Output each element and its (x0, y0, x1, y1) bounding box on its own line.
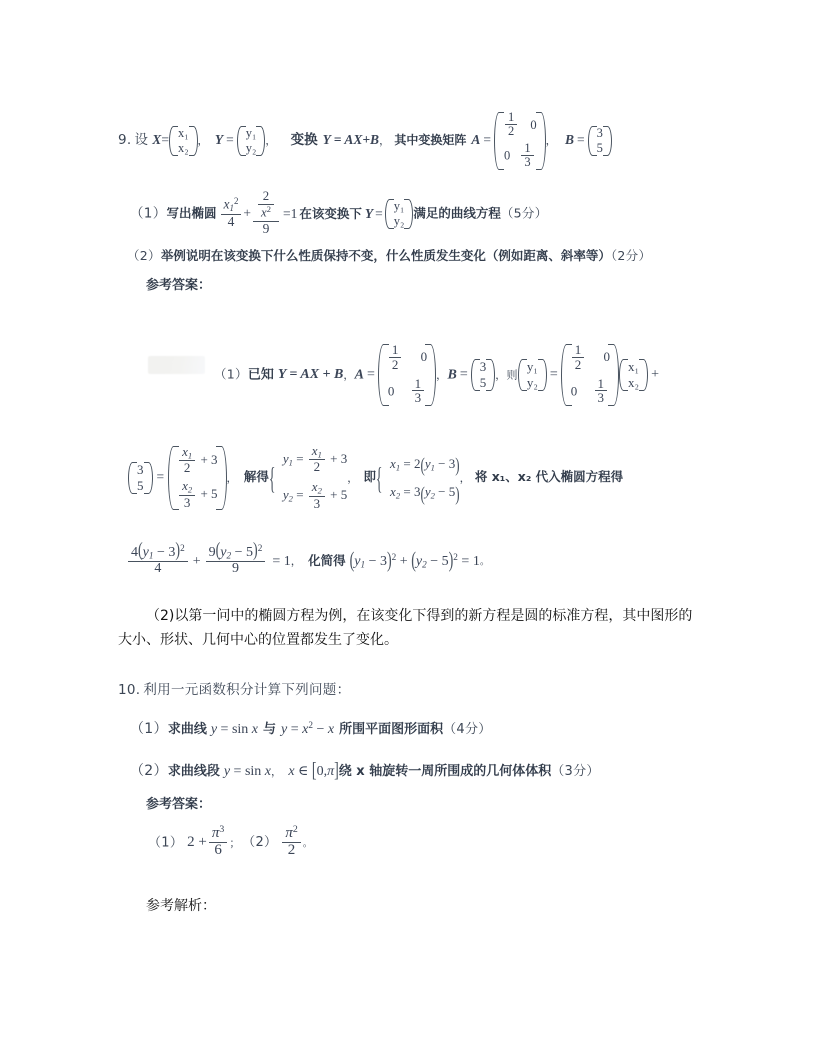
q9-sol2-substitute-text: 将 x₁、x₂ 代入椭圆方程得 (474, 469, 624, 485)
q9-sol2-comma-1: ， (226, 471, 238, 485)
q9-answer-heading: 参考答案： (146, 278, 212, 293)
q10-part1-equation-2: $y = x^2 - x$ (281, 720, 335, 737)
q9-sol1-tm-entry-21: 0 (570, 382, 578, 398)
q9-sol1-B-row-2: 5 (479, 375, 487, 391)
q9-sol3-frac-2-den: 9 (206, 561, 266, 577)
q9-sol1-sep-3: ，则 (495, 368, 518, 382)
q9-sol1-x-vector (619, 359, 648, 391)
q10-part1-text-after: 所围平面图形面积 (339, 722, 444, 737)
q9-sol1-x-row-1: x₁ (628, 359, 640, 375)
q9-transform-label: 变换 (290, 132, 318, 149)
q10-number: 10. (118, 682, 141, 698)
q9-part1-Y-row-2: y₂ (393, 214, 405, 229)
q10-part1-text-before: 求曲线 (167, 722, 207, 737)
q9-sol1-known: 已知 (247, 367, 274, 383)
q9-sol2-B-row-1: 3 (137, 462, 144, 478)
q9-sol1-tm-entry-11 (572, 343, 585, 372)
q10-part2-domain: x ∈ [0,π] (288, 759, 339, 783)
q9-A-entry-22 (521, 142, 533, 170)
q9-sol2-case-1-frac-2 (309, 480, 325, 510)
q9-ellipse-term-1 (221, 197, 242, 229)
q9-A-row-1 (503, 112, 537, 140)
q9-A-equals: = (483, 132, 492, 148)
q9-part1-text-before: 写出椭圆 (166, 205, 217, 221)
q9-sol1-x-row-2: x₂ (628, 375, 640, 391)
q9-sol2-result-frac-2-num: $x_2$ (182, 478, 193, 495)
q9-X-row-2: x₂ (177, 141, 189, 155)
q9-sol1-A-matrix (378, 341, 436, 406)
q10-answer-1-num: $\pi^3$ (211, 823, 225, 841)
q10-analysis-heading: 参考解析： (146, 898, 216, 914)
q9-X-vector (169, 126, 198, 156)
q9-sol2-cases-1 (269, 442, 347, 514)
q9-sol3-equals: = 1 (272, 553, 291, 569)
q9-Y-row-2: y₂ (245, 141, 257, 155)
q9-sol3-period: 。 (479, 556, 491, 568)
q10-part1-equation-1: y = sin x (210, 722, 258, 737)
q9-sol1-A-entry-11 (389, 343, 402, 372)
q9-sol1-marker: （1） (214, 366, 248, 382)
q9-A-entry-11-num: 1 (508, 110, 515, 124)
q9-sol1-B-equals: = (459, 367, 468, 383)
q10-part1-marker: （1） (130, 721, 168, 737)
q10-answer-1-den: 6 (209, 842, 227, 859)
q10-stem-line (118, 678, 350, 698)
q9-comma-1: ， (197, 134, 209, 148)
q9-sol2-result-frac-1-den: 2 (179, 460, 195, 475)
q9-sol1-tm-entry-22 (595, 377, 608, 406)
q9-comma-2: ， (265, 134, 277, 148)
q9-sol3-comma: ， (290, 554, 303, 568)
q9-A-row-2 (503, 140, 537, 171)
q9-sol2-cases-2-brace: { (375, 460, 383, 496)
q10-answer-1-fraction (209, 825, 227, 859)
q10-answers-line (148, 823, 314, 860)
q9-sol1-A-entry-11-num: 1 (391, 341, 399, 357)
q9-sol2-case-1-frac-1-num: $x_1$ (311, 442, 322, 460)
q9-part1-marker: （1） (130, 205, 167, 222)
q9-answer2-paragraph-line-2: 大小、形状、几何中心的位置都发生了变化。 (118, 632, 398, 648)
q10-part1-conjunction: 与 (263, 722, 277, 737)
q9-solution-line-1 (214, 341, 659, 406)
q10-answer-2-fraction (282, 825, 300, 859)
q9-sol1-sep-2: ， (436, 368, 448, 382)
q10-answer-heading: 参考答案： (146, 797, 212, 812)
q9-sol2-case-1-row-2: $y_2$ = $\frac{x_2}{3}$ + 5 (282, 479, 348, 511)
q10-stem-text: 利用一元函数积分计算下列问题： (143, 682, 351, 698)
q10-part2-line (130, 759, 600, 783)
q9-solution-line-2 (128, 442, 623, 514)
q9-sol1-equals-2: = (549, 367, 558, 383)
q9-sol1-tm-entry-11-den: 2 (572, 357, 585, 372)
redacted-block (148, 356, 205, 374)
q9-sol2-that-is: 即 (363, 469, 377, 485)
q10-answer-1-lead: 2 + (187, 834, 207, 851)
q9-sol2-comma-3: ， (459, 471, 471, 485)
q9-sol1-A-entry-22 (412, 377, 425, 406)
q9-A-entry-12: 0 (530, 117, 537, 132)
q9-sol3-frac-1 (128, 541, 188, 577)
q9-part1-line (130, 188, 548, 237)
q9-transform-equation: Y = AX+B (322, 132, 380, 148)
q9-sol2-result-frac-2 (179, 479, 195, 509)
q9-X-equals: = (161, 132, 169, 148)
q9-sol2-result-frac-1 (179, 445, 195, 475)
q9-sol1-equation-1: Y = AX + B (277, 367, 344, 383)
q9-sol2-cases-2 (376, 453, 460, 504)
q9-sol1-A-entry-11-den: 2 (389, 357, 402, 372)
q9-B-label: B (564, 132, 574, 148)
q9-A-entry-22-den: 3 (521, 155, 533, 169)
q9-sol2-solved-label: 解得 (243, 469, 269, 485)
q9-sol3-frac-2-num: $9(y_2 - 5)^2$ (208, 541, 263, 563)
q9-sol1-sep-1: ， (343, 368, 355, 382)
q9-sol2-case-1-frac-1 (309, 444, 325, 474)
q9-matrix-intro: 其中变换矩阵 (394, 133, 467, 148)
q9-X-row-1: x₁ (177, 126, 189, 140)
q9-sol2-case-1-row-1: $y_1$ = $\frac{x_1}{2}$ + 3 (282, 442, 348, 475)
q9-A-entry-21: 0 (504, 148, 511, 163)
q9-sol2-cases-1-brace: { (268, 460, 276, 496)
q9-sol3-simplified: $(y_1 - 3)^2 + (y_2 - 5)^2 = 1$ (349, 548, 480, 573)
q9-B-row-2: 5 (596, 141, 603, 155)
q10-part2-marker: （2） (130, 763, 168, 779)
q9-A-entry-11 (505, 111, 517, 139)
q9-sol1-tm-entry-22-num: 1 (597, 375, 605, 391)
q9-sol1-B-vector (471, 359, 496, 391)
q9-A-entry-11-den: 2 (505, 124, 517, 138)
q9-ellipse-num-1: $x_1^2$ (223, 196, 239, 214)
q9-sol1-A-entry-22-num: 1 (414, 375, 422, 391)
q9-sol1-tm-entry-12: 0 (603, 349, 611, 365)
q9-number: 9. (118, 132, 132, 149)
q9-sol1-tm-entry-22-den: 3 (595, 390, 608, 405)
q9-sol1-trailing-plus: + (651, 367, 659, 383)
q9-B-equals: = (576, 132, 585, 148)
q9-answer2-paragraph-line-1: （2)以第一问中的椭圆方程为例，在该变化下得到的新方程是圆的标准方程，其中图形的 (146, 608, 693, 624)
q9-sol1-A-entry-22-den: 3 (412, 390, 425, 405)
q9-Y-row-1: y₁ (245, 126, 257, 140)
q10-part1-points: （4分） (443, 722, 492, 737)
q10-part2-text-after: 绕 x 轴旋转一周所围成的几何体体积 (338, 764, 552, 779)
q9-sol1-A-row-2 (387, 375, 427, 407)
q9-ellipse-num-2 (253, 188, 279, 221)
q9-part1-text-mid: 在该变换下 (299, 205, 362, 221)
q9-part2-text: 举例说明在该变换下什么性质保持不变，什么性质发生变化（例如距离、斜率等） (160, 248, 611, 263)
q9-sol2-result-add-1: + 3 (200, 452, 218, 468)
q9-part1-Y-label: Y (364, 205, 374, 221)
q10-part1-line (130, 718, 492, 738)
q9-ellipse-plus: + (243, 205, 252, 221)
q9-sol1-transform-matrix (561, 341, 619, 406)
q9-sol1-A-label: A (354, 367, 365, 383)
q9-sol3-frac-1-num: $4(y_1 - 3)^2$ (131, 541, 185, 563)
q9-solution-line-3 (126, 541, 491, 578)
q9-sol1-B-row-1: 3 (479, 359, 487, 375)
q10-answer-2-num: $\pi^2$ (285, 823, 298, 841)
q9-X-label: X (152, 132, 162, 148)
q9-sol2-case-2-row-2: $x_2 = 3(y_2 - 5)$ (390, 482, 460, 505)
q9-comma-3: ， (379, 134, 391, 148)
q10-part2-text-before: 求曲线段 (167, 764, 220, 779)
q9-ellipse-num-2-base: $x^2$ (258, 204, 274, 220)
q9-ellipse-den-2: 9 (253, 221, 279, 236)
q9-A-matrix (494, 112, 546, 170)
q9-sol1-lhs-vector (518, 359, 547, 391)
q9-sol1-A-entry-21: 0 (387, 382, 395, 398)
q9-stem-prefix: 设 (134, 132, 149, 149)
q9-sol2-result-row-2 (177, 480, 217, 510)
q10-answer-1-marker: （1） (148, 835, 184, 851)
q9-sol1-tm-row-1 (570, 341, 611, 373)
q9-part2-marker: （2） (127, 248, 161, 263)
q9-A-entry-22-num: 1 (524, 140, 531, 155)
q10-answer-2-marker: （2） (248, 835, 278, 851)
q9-sol1-tm-row-2 (570, 375, 610, 407)
q9-A-label: A (471, 132, 481, 148)
q10-answer-2-den: 2 (282, 842, 300, 859)
q9-sol1-lhs-row-1: y₁ (526, 359, 538, 375)
q9-B-vector (588, 126, 612, 156)
q9-sol2-result-row-1 (177, 443, 218, 476)
q9-ellipse-num-2-sup: 2 (262, 188, 270, 203)
q9-comma-4: ， (545, 134, 557, 148)
q9-sol2-result-frac-1-num: $x_1$ (182, 443, 193, 461)
q9-part1-points: （5分） (500, 205, 548, 221)
q10-part2-points: （3分） (551, 764, 600, 779)
q10-answers-period: 。 (302, 838, 314, 850)
q9-sol2-B-vector (128, 462, 153, 494)
q10-part2-comma: ， (271, 765, 283, 778)
q9-ellipse-term-2 (253, 188, 279, 236)
q9-part1-Y-equals: = (375, 205, 383, 221)
q9-sol2-comma-2: ， (347, 471, 359, 485)
q9-part1-Y-vector (385, 199, 414, 229)
q9-stem-line (118, 112, 612, 170)
q9-part1-text-after: 满足的曲线方程 (413, 205, 501, 221)
q9-sol2-case-2-row-1: $x_1 = 2(y_1 - 3)$ (390, 453, 460, 477)
q9-sol2-result-frac-2-den: 3 (179, 495, 195, 510)
q9-B-row-1: 3 (596, 126, 603, 140)
q9-sol2-case-1-frac-2-num: $x_2$ (311, 479, 322, 496)
q9-ellipse-num-2-inner (258, 190, 274, 220)
q9-sol1-A-equals: = (367, 367, 375, 383)
q9-Y-vector (237, 126, 266, 156)
q9-sol1-tm-entry-11-num: 1 (574, 341, 582, 357)
q9-sol1-lhs-row-2: y₂ (526, 375, 538, 391)
q9-sol2-B-row-2: 5 (137, 478, 144, 494)
q9-sol3-simplify-label: 化简得 (308, 552, 346, 568)
q9-ellipse-den-1: 4 (221, 214, 242, 229)
q9-sol1-A-entry-12: 0 (420, 349, 428, 365)
q9-part1-Y-row-1: y₁ (393, 199, 405, 214)
q9-ellipse-equals-one: =1 (282, 205, 298, 221)
q9-sol3-plus: + (192, 553, 201, 569)
q10-answers-semicolon: ； (229, 836, 241, 850)
q9-sol2-equals: = (156, 469, 165, 485)
q9-sol2-result-add-2: + 5 (200, 486, 218, 502)
q9-Y-label: Y (214, 132, 224, 148)
q9-part2-points: （2分） (610, 248, 652, 263)
q9-sol3-frac-2 (206, 541, 266, 577)
q9-sol2-result-vector (168, 443, 226, 510)
q10-part2-equation-1: y = sin x (223, 764, 271, 779)
q9-part2-line (127, 246, 651, 264)
q9-sol2-case-1-frac-1-den: 2 (309, 459, 325, 474)
q9-sol1-B-label: B (447, 367, 457, 383)
q9-sol1-A-row-1 (387, 341, 428, 373)
q9-sol3-frac-1-den: 4 (128, 561, 188, 577)
q9-Y-equals: = (226, 132, 234, 148)
q9-sol2-case-1-frac-2-den: 3 (309, 496, 325, 511)
